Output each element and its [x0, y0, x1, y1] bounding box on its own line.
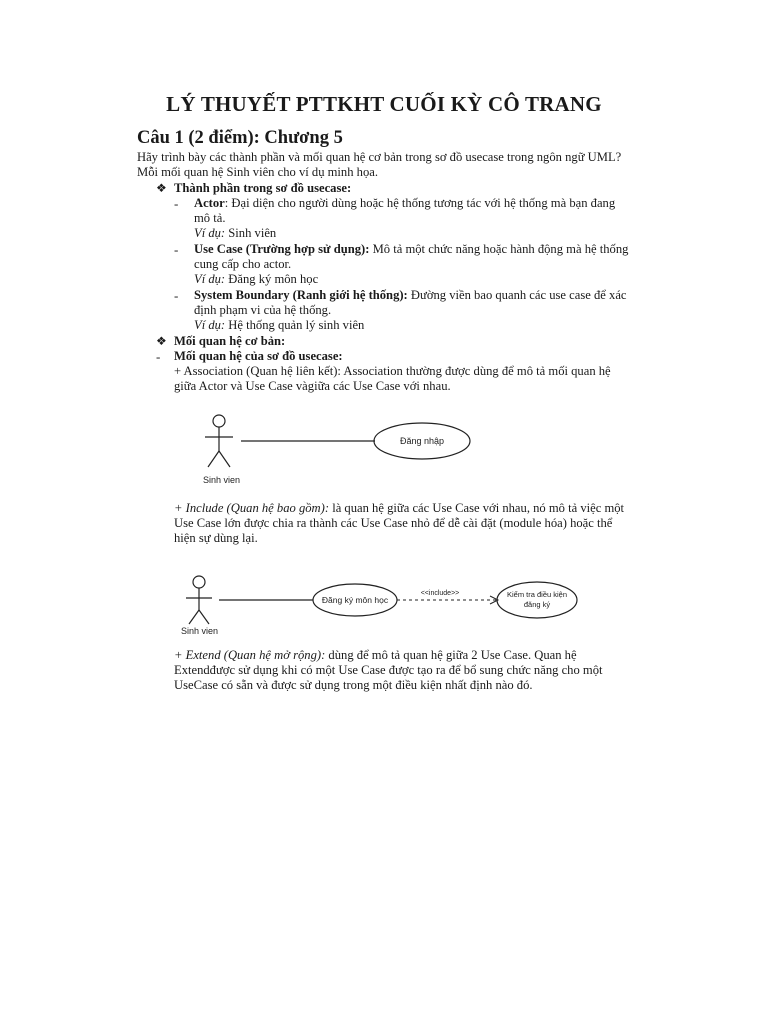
actor-stick-figure-icon	[186, 576, 212, 624]
actor-line-1	[194, 196, 615, 211]
usecase-example-label: Ví dụ:	[194, 272, 226, 286]
usecase-example	[194, 272, 318, 287]
include-term: + Include (Quan hệ bao gồm):	[174, 501, 330, 515]
actor-example-label: Ví dụ:	[194, 226, 226, 240]
extend-line-1	[174, 648, 577, 663]
components-heading: Thành phần trong sơ đồ usecase:	[174, 181, 352, 195]
extend-line-1-rest: dùng để mô tả quan hệ giữa 2 Use Case. Quan hệ	[325, 648, 577, 662]
include-diagram	[175, 570, 595, 640]
diagram2-usecase2-line2: đăng ký	[523, 600, 551, 609]
usecase-desc-2: cung cấp cho actor.	[194, 257, 292, 271]
include-line-1-rest: là quan hệ giữa các Use Case với nhau, nó mô tả việc một	[329, 501, 625, 515]
extend-term: + Extend (Quan hệ mở rộng):	[174, 648, 326, 662]
diagram2-usecase1-label: Đăng ký môn học	[321, 595, 389, 605]
boundary-example-value: Hệ thống quản lý sinh viên	[225, 318, 365, 332]
actor-desc-2: mô tả.	[194, 211, 226, 225]
dash-bullet: -	[174, 288, 179, 303]
include-line-2: Use Case lớn được chia ra thành các Use Case nhỏ để dễ cài đặt (module hóa) hoặc thể	[174, 516, 613, 530]
actor-example-value: Sinh viên	[225, 226, 277, 240]
boundary-example-label: Ví dụ:	[194, 318, 226, 332]
relations-heading: Mối quan hệ cơ bản:	[174, 334, 286, 348]
dash-bullet: -	[174, 196, 179, 211]
diagram1-actor-label: Sinh vien	[203, 475, 241, 485]
association-line-1: + Association (Quan hệ liên kết): Association thường được dùng để mô tả mối quan hệ	[174, 364, 611, 378]
question-line-1: Hãy trình bày các thành phần và mối quan hệ cơ bản trong sơ đồ usecase trong ngôn ngữ UML?	[137, 150, 622, 164]
diagram2-actor-label: Sinh vien	[181, 626, 219, 636]
extend-line-3: UseCase có sẵn và được sử dụng trong một điều kiện nhất định nào đó.	[174, 678, 533, 692]
boundary-example	[194, 318, 364, 333]
actor-example	[194, 226, 276, 241]
boundary-desc-1: Đường viền bao quanh các use case để xác	[407, 288, 627, 302]
boundary-desc-2: định phạm vi của hệ thống.	[194, 303, 332, 317]
question-heading: Câu 1 (2 điểm): Chương 5	[137, 128, 343, 148]
usecase-example-value: Đăng ký môn học	[225, 272, 319, 286]
boundary-line-1	[194, 288, 627, 303]
question-line-2: Mỗi mối quan hệ Sinh viên cho ví dụ minh họa.	[137, 165, 379, 179]
actor-term: Actor	[194, 196, 225, 210]
actor-desc-1: : Đại diện cho người dùng hoặc hệ thống tương tác với hệ thống mà bạn đang	[224, 196, 616, 210]
dash-bullet: -	[156, 349, 161, 364]
usecase-term: Use Case (Trường hợp sử dụng):	[194, 242, 370, 256]
dash-bullet: -	[174, 242, 179, 257]
relations-subheading: Mối quan hệ của sơ đồ usecase:	[174, 349, 343, 363]
actor-stick-figure-icon	[205, 415, 233, 467]
document-title: LÝ THUYẾT PTTKHT CUỐI KỲ CÔ TRANG	[166, 92, 602, 116]
diamond-bullet-icon: ❖	[156, 181, 167, 195]
diamond-bullet-icon: ❖	[156, 334, 167, 348]
usecase-desc-1: Mô tả một chức năng hoặc hành động mà hệ thống	[369, 242, 629, 256]
include-line-1	[174, 501, 624, 516]
association-diagram	[195, 405, 485, 490]
usecase-line-1	[194, 242, 628, 257]
association-line-2: giữa Actor và Use Case vàgiữa các Use Case với nhau.	[174, 379, 451, 393]
include-line-3: hiện sự dùng lại.	[174, 531, 258, 545]
boundary-term: System Boundary (Ranh giới hệ thống):	[194, 288, 408, 302]
extend-line-2: Extendđược sử dụng khi có một Use Case được tạo ra để bổ sung chức năng cho một	[174, 663, 603, 677]
diagram2-usecase2-line1: Kiểm tra điều kiện	[506, 590, 568, 599]
diagram2-relation-label: <<include>>	[420, 590, 460, 597]
diagram1-usecase-label: Đăng nhập	[399, 436, 445, 446]
